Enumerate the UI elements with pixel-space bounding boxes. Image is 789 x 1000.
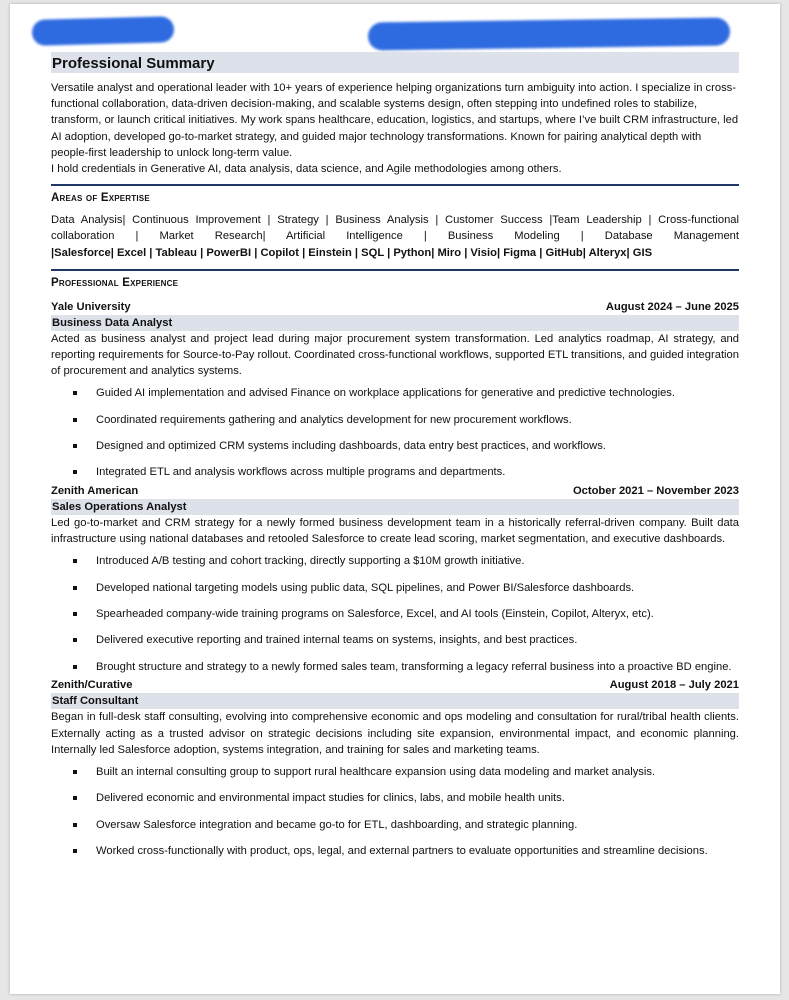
list-item: Integrated ETL and analysis workflows across multiple programs and departments. <box>51 464 739 480</box>
section-heading-expertise: Areas of Expertise <box>51 192 150 205</box>
list-item: Introduced A/B testing and cohort tracking, directly supporting a $10M growth initiative. <box>51 553 739 569</box>
bullet-icon <box>73 823 77 827</box>
job-entry <box>51 677 739 859</box>
list-item: Worked cross-functionally with product, ops, legal, and external partners to evaluate opportunities and streamline decisions. <box>51 843 739 859</box>
list-item: Delivered economic and environmental impact studies for clinics, labs, and mobile health units. <box>51 790 739 806</box>
section-divider <box>51 269 739 271</box>
summary-credentials: I hold credentials in Generative AI, data analysis, data science, and Agile methodologies among others. <box>51 163 562 176</box>
bullet-icon <box>73 665 77 669</box>
list-item: Coordinated requirements gathering and analytics development for new procurement workflows. <box>51 412 739 428</box>
bullet-icon <box>73 418 77 422</box>
redacted-contact-scribble <box>368 17 730 50</box>
bullet-icon <box>73 770 77 774</box>
bullet-icon <box>73 638 77 642</box>
section-divider <box>51 184 739 186</box>
list-item: Oversaw Salesforce integration and became go-to for ETL, dashboarding, and strategic planning. <box>51 817 739 833</box>
bullet-icon <box>73 849 77 853</box>
job-entry <box>51 483 739 675</box>
list-item: Spearheaded company-wide training programs on Salesforce, Excel, and AI tools (Einstein, Copilot, Alteryx, etc). <box>51 606 739 622</box>
list-item: Brought structure and strategy to a newly formed sales team, transforming a legacy referral business into a proactive BD engine. <box>51 659 739 675</box>
job-description: Acted as business analyst and project lead during major procurement system transformation. Led analytics roadmap, AI strategy, and reporting requirements for Source-to-Pay rollout. Coordinated cross-functional workflows, supported ETL transitions, and guided integration of procurement and analytics systems. <box>51 332 739 378</box>
bullet-icon <box>73 612 77 616</box>
job-role: Business Data Analyst <box>51 315 739 331</box>
bullet-icon <box>73 391 77 395</box>
bullet-icon <box>73 470 77 474</box>
job-dates: October 2021 – November 2023 <box>572 484 739 497</box>
job-description: Led go-to-market and CRM strategy for a newly formed business development team in a historically referral-driven company. Built data infrastructure using national databases and retooled Salesforce to create lead scoring, market segmentation, and executive dashboards. <box>51 516 739 546</box>
job-entry <box>51 299 739 481</box>
job-header <box>51 677 739 693</box>
job-dates: August 2024 – June 2025 <box>605 300 739 313</box>
job-description: Began in full-desk staff consulting, evolving into comprehensive economic and ops modeling and consultation for rural/tribal health clients. Externally acting as a trusted advisor on strategic decisions including site expansion, environmental impact, and economic planning. Internally led Salesforce adoption, systems integration, and training for sales and marketing teams. <box>51 711 739 756</box>
list-item: Designed and optimized CRM systems including dashboards, data entry best practices, and workflows. <box>51 438 739 454</box>
job-header <box>51 299 739 315</box>
job-dates: August 2018 – July 2021 <box>609 679 739 692</box>
expertise-tools: |Salesforce| Excel | Tableau | PowerBI | Copilot | Einstein | SQL | Python| Miro | Visio| Figma | GitHub| Alteryx| GIS <box>51 246 653 259</box>
job-header <box>51 483 739 499</box>
bullet-icon <box>73 444 77 448</box>
job-role: Staff Consultant <box>51 693 739 709</box>
redacted-name-scribble <box>32 16 175 46</box>
section-heading-summary: Professional Summary <box>51 52 739 73</box>
bullet-icon <box>73 586 77 590</box>
list-item: Delivered executive reporting and trained internal teams on systems, insights, and best practices. <box>51 632 739 648</box>
list-item: Developed national targeting models using public data, SQL pipelines, and Power BI/Salesforce dashboards. <box>51 580 739 596</box>
bullet-icon <box>73 796 77 800</box>
section-heading-experience: Professional Experience <box>51 276 179 289</box>
job-bullets <box>51 553 739 675</box>
job-organization: Zenith/Curative <box>51 679 133 692</box>
job-organization: Zenith American <box>51 484 139 497</box>
list-item: Built an internal consulting group to support rural healthcare expansion using data modeling and market analysis. <box>51 764 739 780</box>
resume-page <box>10 4 780 994</box>
summary-paragraph: Versatile analyst and operational leader with 10+ years of experience helping organizations turn ambiguity into action. I specialize in cross-functional collaboration, data-driven decision-making, and scalable systems design, often stepping into undefined roles to stabilize, transform, or launch critical initiatives. My work spans healthcare, education, logistics, and startups, where I’ve built CRM infrastructure, led AI adoption, developed go-to-market strategy, and guided major technology transformations. Known for pairing analytical depth with people-first leadership to unlock long-term value. <box>51 82 739 159</box>
job-bullets <box>51 385 739 481</box>
bullet-icon <box>73 559 77 563</box>
expertise-skills: Data Analysis| Continuous Improvement | Strategy | Business Analysis | Customer Success |Team Leadership | Cross-functional collaboration | Market Research| Artificial Intelligence | Business Modeling | Database Management <box>51 214 739 243</box>
job-organization: Yale University <box>51 300 131 313</box>
job-bullets <box>51 764 739 860</box>
list-item: Guided AI implementation and advised Finance on workplace applications for generative and predictive technologies. <box>51 385 739 401</box>
job-role: Sales Operations Analyst <box>51 499 739 515</box>
resume-content <box>51 52 739 870</box>
